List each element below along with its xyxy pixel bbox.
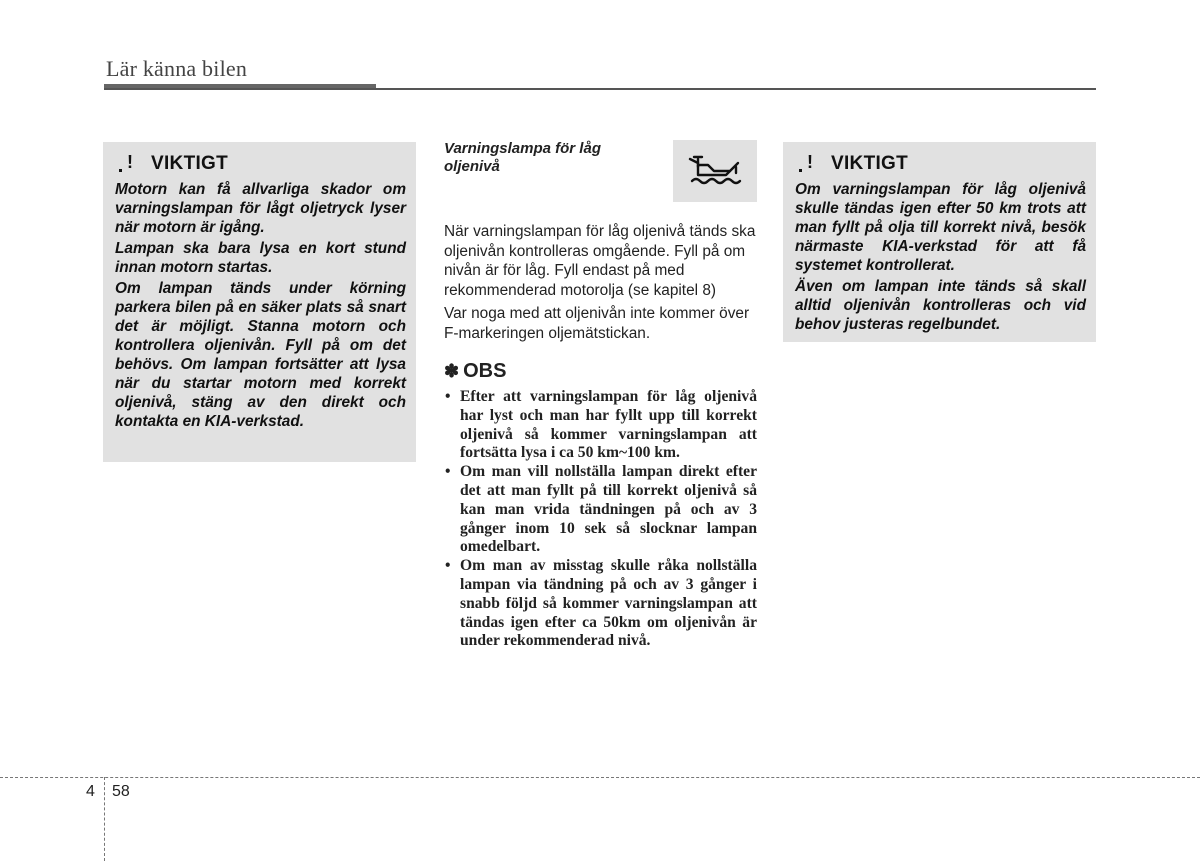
body-paragraph: Var noga med att oljenivån inte kommer över F-markeringen oljemätstickan. bbox=[444, 305, 750, 342]
chapter-number: 4 bbox=[86, 783, 95, 800]
warning-box-right bbox=[783, 142, 1096, 342]
obs-list bbox=[444, 388, 757, 651]
footer-margin-line bbox=[104, 777, 105, 861]
warning-paragraph: Även om lampan inte tänds så skall alltid oljenivån kontrolleras och vid behov justeras regelbundet. bbox=[795, 278, 1086, 333]
page-number: 58 bbox=[112, 783, 130, 800]
lamp-icon-panel bbox=[673, 140, 757, 202]
warning-exclamation-icon: ! bbox=[795, 154, 823, 174]
bullet-icon: • bbox=[445, 557, 451, 575]
warning-title: VIKTIGT bbox=[151, 153, 229, 174]
warning-paragraph: Om lampan tänds under körning parkera bilen på en säker plats så snart det är möjligt. Stanna motorn och kontrollera oljenivån. Fyll på om det behövs. Om lampan fortsätter att lysa när du startar motorn med korrekt oljenivå, stäng av den direkt och kontakta en KIA-verkstad. bbox=[115, 280, 406, 430]
list-item bbox=[444, 388, 757, 463]
lamp-body-text bbox=[444, 222, 757, 348]
obs-title: OBS bbox=[463, 360, 507, 382]
list-item bbox=[444, 557, 757, 651]
list-item-text: Om man av misstag skulle råka nollställa lampan via tändning på och av 3 gånger i snabb följd så kommer varningslampan att tändas igen efter ca 50km om oljenivån är under rekommenderad nivå. bbox=[460, 557, 757, 650]
warning-exclamation-icon: ! bbox=[115, 154, 143, 174]
warning-title: VIKTIGT bbox=[831, 153, 909, 174]
warning-paragraph: Om varningslampan för låg oljenivå skulle tändas igen efter 50 km trots att man fyllt på olja till korrekt nivå, besök närmaste KIA-verkstad för att få systemet kontrollerat. bbox=[795, 181, 1086, 274]
middle-column bbox=[444, 140, 757, 650]
section-title: Lär känna bilen bbox=[106, 56, 248, 81]
obs-heading bbox=[444, 360, 506, 383]
lamp-section-title: Varningslampa för låg oljenivå bbox=[444, 140, 601, 175]
list-item-text: Efter att varningslampan för låg oljenivå har lyst och man har fyllt upp till korrekt oljenivå så kommer varningslampan att fortsätta lysa i ca 50 km~100 km. bbox=[460, 388, 757, 462]
list-item-text: Om man vill nollställa lampan direkt efter det att man fyllt på till korrekt oljenivå så kan man vrida tändningen på och av 3 gånger inom 10 sek så slocknar lampan omedelbart. bbox=[460, 463, 757, 556]
list-item bbox=[444, 463, 757, 557]
body-paragraph: När varningslampan för låg oljenivå tänds ska oljenivån kontrolleras omgående. Fyll på om nivån är för låg. Fyll endast på med rekommenderad motorolja (se kapitel 8) bbox=[444, 223, 756, 299]
asterisk-icon: ✽ bbox=[444, 361, 460, 381]
warning-heading bbox=[795, 152, 1086, 176]
warning-box-left bbox=[103, 142, 416, 462]
oil-level-warning-icon bbox=[684, 151, 746, 191]
bullet-icon: • bbox=[445, 388, 451, 405]
warning-heading bbox=[115, 152, 406, 176]
footer-divider bbox=[0, 777, 1200, 778]
header-rule bbox=[104, 88, 1096, 90]
warning-paragraph: Lampan ska bara lysa en kort stund innan motorn startas. bbox=[115, 240, 406, 276]
warning-paragraph: Motorn kan få allvarliga skador om varningslampan för lågt oljetryck lyser när motorn är igång. bbox=[115, 181, 406, 236]
bullet-icon: • bbox=[445, 463, 451, 481]
